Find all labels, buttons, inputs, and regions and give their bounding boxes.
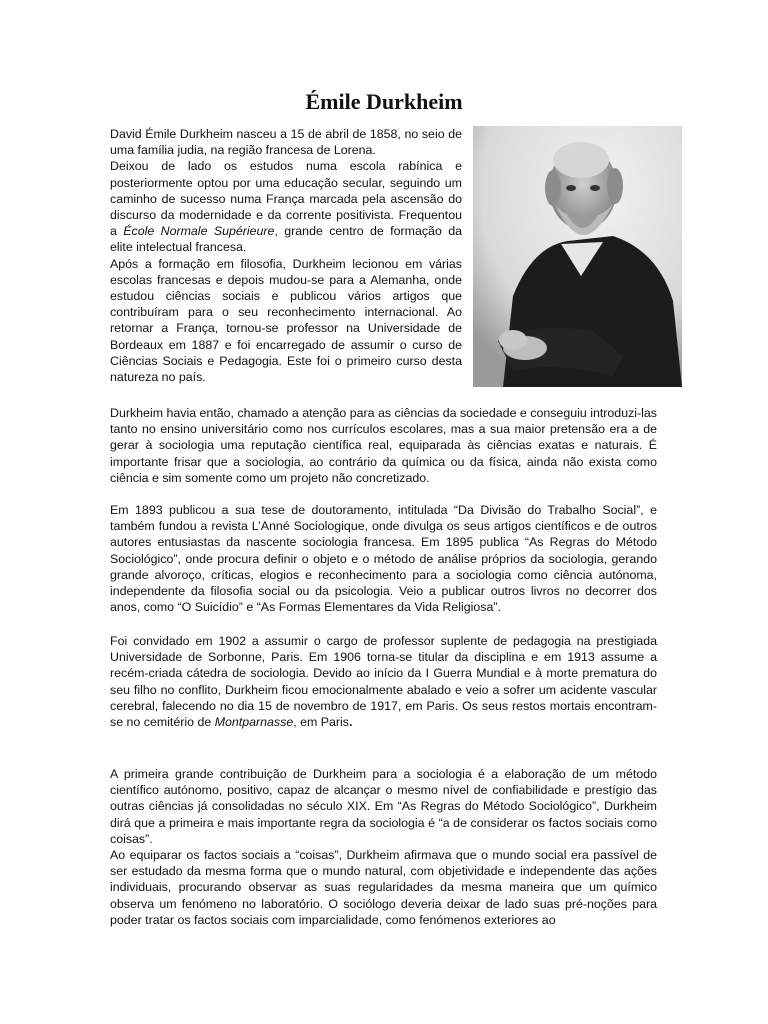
paragraph-birth: David Émile Durkheim nasceu a 15 de abril de 1858, no seio de uma família judia, na região francesa de Lorena. xyxy=(110,127,462,158)
section-sorbonne xyxy=(110,633,657,730)
section-sociology-reputation xyxy=(110,405,657,486)
paragraph-education: Deixou de lado os estudos numa escola rabínica e posteriormente optou por uma educação secular, seguindo um caminho de sucesso numa França marcada pela ascensão do discurso da modernidade e da corrente positivista. Frequentou a École Normale Supérieure, grande centro de formação da elite intelectual francesa. xyxy=(110,159,462,255)
page-title: Émile Durkheim xyxy=(305,89,463,114)
portrait-image xyxy=(473,126,682,387)
cemetery-name: Montparnasse xyxy=(214,715,294,730)
paragraph-career: Após a formação em filosofia, Durkheim lecionou em várias escolas francesas e depois mudou-se para a Alemanha, onde estudou ciências sociais e publicou vários artigos que contribuíram para o seu reconhecimento internacional. Ao retornar a França, tornou-se professor na Universidade de Bordeaux em 1887 e foi encarregado de assumir o curso de Ciências Sociais e Pedagogia. Este foi o primeiro curso desta natureza no país. xyxy=(110,256,462,385)
paragraph-reputation: Durkheim havia então, chamado a atenção para as ciências da sociedade e conseguiu introduzi-las tanto no ensino universitário como nos currículos escolares, mas a sua maior pretensão era a de gerar à sociologia uma reputação científica real, equiparada às ciências exatas e naturais. É importante frisar que a sociologia, ao contrário da química ou da física, ainda não exista como ciência e sim somente como um projeto não concretizado. xyxy=(110,406,657,485)
paragraph-sorbonne: Foi convidado em 1902 a assumir o cargo de professor suplente de pedagogia na prestigiada Universidade de Sorbonne, Paris. Em 1906 torna-se titular da disciplina e em 1913 assume a recém-criada cátedra de sociologia. Devido ao início da I Guerra Mundial e à morte prematura do seu filho no conflito, Durkheim ficou emocionalmente abalado e veio a sofrer um acidente vascular cerebral, falecendo no dia 15 de novembro de 1917, em Paris. Os seus restos mortais encontram-se no cemitério de Montparnasse, em Paris. xyxy=(110,634,657,730)
section-method xyxy=(110,766,657,928)
paragraph-method: A primeira grande contribuição de Durkheim para a sociologia é a elaboração de um método científico autónomo, positivo, capaz de alcançar o mesmo nível de confiabilidade e prestígio das outras ciências já consolidadas no século XIX. Em “As Regras do Método Sociológico”, Durkheim dirá que a primeira e mais importante regra da sociologia é “a de considerar os factos sociais como coisas”. xyxy=(110,767,657,846)
paragraph-publications: Em 1893 publicou a sua tese de doutoramento, intitulada “Da Divisão do Trabalho Social”, e também fundou a revista L’Anné Sociologique, onde divulga os seus artigos científicos e de outros autores entusiastas da nascente sociologia francesa. Em 1895 publica “As Regras do Método Sociológico”, onde procura definir o objeto e o método de análise próprios da sociologia, gerando grande alvoroço, críticas, elogios e reconhecimento para a sociologia como ciência autónoma, independente da filosofia social ou da psicologia. Veio a publicar outros livros no decorrer dos anos, como “O Suicídio” e “As Formas Elementares da Vida Religiosa”. xyxy=(110,503,657,615)
school-name: École Normale Supérieure xyxy=(123,224,275,239)
intro-column xyxy=(110,126,462,385)
section-publications xyxy=(110,502,657,615)
paragraph-social-facts: Ao equiparar os factos sociais a “coisas”, Durkheim afirmava que o mundo social era passível de ser estudado da mesma forma que o mundo natural, com objetividade e independente das ações individuais, procurando observar as suas regularidades da mesma maneira que um químico observa um fenómeno no laboratório. O sociólogo deveria deixar de lado suas pré-noções para poder tratar os factos sociais com imparcialidade, como fenómenos exteriores ao xyxy=(110,848,657,927)
portrait-photo xyxy=(473,126,682,387)
